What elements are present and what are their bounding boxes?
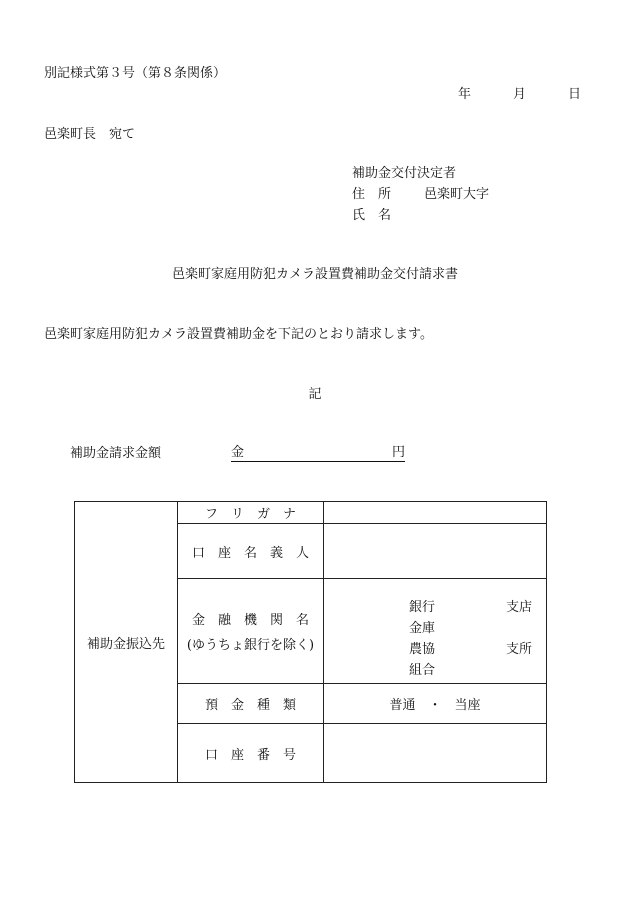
amount-prefix: 金 (231, 445, 245, 460)
account-number-label: 口 座 番 号 (178, 724, 324, 783)
account-number-field[interactable] (324, 724, 547, 783)
bank-transfer-table (74, 501, 547, 783)
date-month: 月 (513, 87, 527, 102)
institution-label: 金 融 機 関 名 (191, 613, 309, 628)
recipient-address-row (352, 188, 489, 209)
recipient-name-row (352, 209, 489, 230)
amount-field[interactable] (231, 445, 405, 462)
option-shinkin: 金庫 (409, 621, 436, 636)
form-number: 別記様式第３号（第８条関係） (44, 66, 227, 81)
address-value[interactable]: 邑楽町大字 (424, 187, 490, 202)
address-label: 住 所 (352, 187, 392, 202)
institution-field[interactable] (324, 579, 547, 684)
date-year: 年 (458, 87, 472, 102)
account-holder-label: 口 座 名 義 人 (178, 524, 324, 579)
option-branch-store: 支店 (506, 600, 533, 615)
account-holder-field[interactable] (324, 524, 547, 579)
furigana-field[interactable] (324, 502, 547, 524)
date-day: 日 (568, 87, 582, 102)
option-bank: 銀行 (409, 600, 436, 615)
institution-options (324, 579, 546, 683)
deposit-type-field[interactable]: 普通 ・ 当座 (324, 684, 547, 724)
amount-suffix: 円 (391, 445, 405, 460)
ki-heading: 記 (308, 387, 322, 402)
option-nokyo: 農協 (409, 642, 436, 657)
option-kumiai: 組合 (409, 663, 436, 678)
document-title: 邑楽町家庭用防犯カメラ設置費補助金交付請求書 (171, 267, 458, 282)
date-line (458, 88, 581, 101)
amount-label: 補助金請求金額 (70, 446, 162, 461)
deposit-type-label: 預 金 種 類 (178, 684, 324, 724)
institution-label-cell (178, 579, 324, 684)
transfer-destination-label: 補助金振込先 (75, 502, 178, 783)
recipient-title: 補助金交付決定者 (352, 166, 457, 181)
furigana-label: フ リ ガ ナ (178, 502, 324, 524)
option-branch-office: 支所 (506, 642, 533, 657)
name-label: 氏 名 (352, 208, 392, 223)
recipient-block (352, 167, 489, 230)
institution-note: (ゆうちょ銀行を除く) (186, 638, 315, 653)
addressee: 邑楽町長 宛て (44, 127, 136, 142)
request-text: 邑楽町家庭用防犯カメラ設置費補助金を下記のとおり請求します。 (44, 327, 433, 342)
